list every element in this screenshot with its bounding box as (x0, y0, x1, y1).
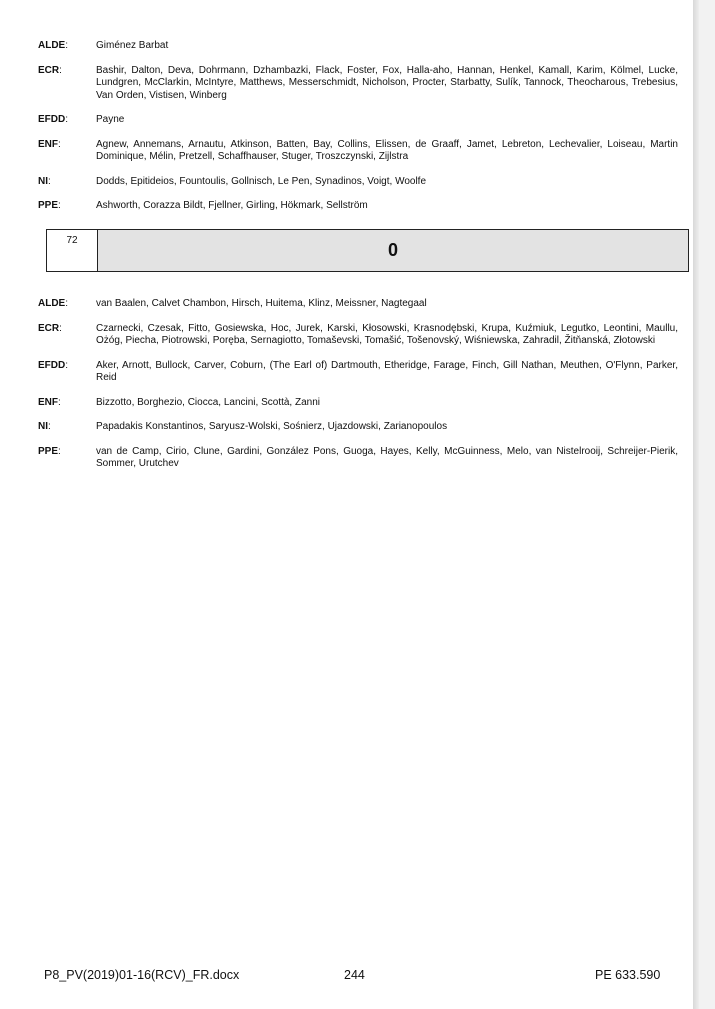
vote-row-number: 72 (47, 230, 98, 271)
footer-pe-reference: PE 633.590 (595, 968, 661, 982)
top-vote-list (38, 40, 678, 225)
footer-document-reference: P8_PV(2019)01-16(RCV)_FR.docx (44, 968, 240, 982)
group-name: ALDE (38, 40, 66, 51)
group-name: EFDD (38, 114, 66, 125)
member-names: Czarnecki, Czesak, Fitto, Gosiewska, Hoc, Jurek, Karski, Kłosowski, Krasnodębski, Krupa, Kuźmiuk, Legutko, Leontini, Maullu, Ożóg, Piecha, Piotrowski, Poręba, Sernagiotto, Tomaševski, Tomašić, Tošenovský, Wiśniewska, Zahradil, Žitňanská, Złotowski (96, 322, 678, 346)
group-name: EFDD (38, 359, 66, 371)
member-names: Giménez Barbat (96, 40, 169, 51)
member-names: Ashworth, Corazza Bildt, Fjellner, Girling, Hökmark, Sellström (96, 200, 368, 211)
group-label: ENF: (38, 396, 61, 408)
group-entry (38, 40, 678, 53)
group-label: ECR: (38, 322, 62, 334)
group-entry (38, 139, 678, 164)
group-label: ALDE: (38, 298, 69, 309)
group-entry (38, 397, 678, 410)
group-label: NI: (38, 421, 51, 432)
member-names: Bashir, Dalton, Deva, Dohrmann, Dzhambazki, Flack, Foster, Fox, Halla-aho, Hannan, Henkel, Kamall, Karim, Kölmel, Lucke, Lundgren, McClarkin, McIntyre, Matthews, Messerschmidt, Nicholson, Procter, Starbatty, Sulík, Tannock, Theocharous, Trebesius, Van Orden, Vistisen, Winberg (96, 64, 678, 101)
footer-page-number: 244 (344, 968, 365, 982)
group-entry (38, 200, 678, 213)
group-label: PPE: (38, 445, 61, 457)
vote-count-box (46, 229, 689, 272)
page-edge-shadow (693, 0, 699, 1009)
group-name: ENF (38, 396, 58, 408)
group-label: ENF: (38, 138, 61, 150)
member-names: van de Camp, Cirio, Clune, Gardini, González Pons, Guoga, Hayes, Kelly, McGuinness, Melo, van Nistelrooij, Schreijer-Pierik, Sommer, Urutchev (96, 445, 678, 469)
group-entry (38, 421, 678, 434)
group-label: EFDD: (38, 114, 69, 125)
member-names: Papadakis Konstantinos, Saryusz-Wolski, Sośnierz, Ujazdowski, Zarianopoulos (96, 421, 448, 432)
group-entry (38, 176, 678, 189)
group-label: ALDE: (38, 40, 69, 51)
member-names: van Baalen, Calvet Chambon, Hirsch, Huitema, Klinz, Meissner, Nagtegaal (96, 298, 427, 309)
group-name: NI (38, 175, 48, 187)
group-label: EFDD: (38, 359, 69, 371)
member-names: Aker, Arnott, Bullock, Carver, Coburn, (The Earl of) Dartmouth, Etheridge, Farage, Finch, Gill Nathan, Meuthen, O'Flynn, Parker, Reid (96, 359, 678, 383)
group-label: ECR: (38, 64, 62, 76)
member-names: Bizzotto, Borghezio, Ciocca, Lancini, Scottà, Zanni (96, 396, 321, 408)
bottom-vote-list (38, 298, 678, 483)
group-entry (38, 360, 678, 385)
group-entry (38, 65, 678, 103)
group-entry (38, 114, 678, 127)
group-entry (38, 446, 678, 471)
group-name: ALDE (38, 298, 66, 309)
group-name: PPE (38, 200, 59, 211)
group-name: ECR (38, 322, 60, 334)
member-names: Payne (96, 114, 125, 125)
group-name: ECR (38, 64, 60, 76)
member-names: Agnew, Annemans, Arnautu, Atkinson, Batten, Bay, Collins, Elissen, de Graaff, Jamet, Lebreton, Lechevalier, Loiseau, Martin Dominique, Mélin, Pretzell, Schaffhauser, Stuger, Troszczynski, Zijlstra (96, 138, 678, 162)
group-name: NI (38, 421, 48, 432)
group-name: PPE (38, 445, 59, 457)
group-entry (38, 298, 678, 311)
vote-count-value: 0 (98, 230, 688, 271)
group-label: NI: (38, 175, 51, 187)
group-name: ENF (38, 138, 58, 150)
group-label: PPE: (38, 200, 61, 211)
group-entry (38, 323, 678, 348)
member-names: Dodds, Epitideios, Fountoulis, Gollnisch, Le Pen, Synadinos, Voigt, Woolfe (96, 175, 427, 187)
